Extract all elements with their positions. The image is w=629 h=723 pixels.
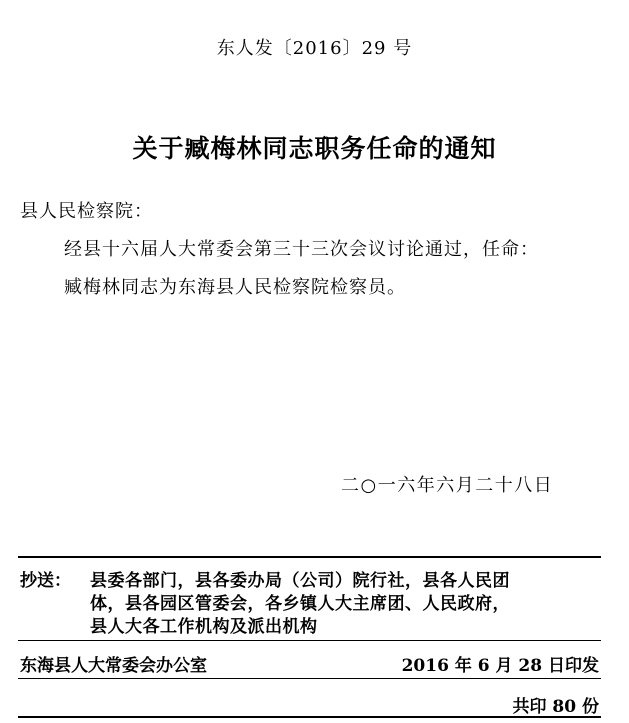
body-line-1: 经县十六届人大常委会第三十三次会议讨论通过，任命：	[64, 239, 539, 260]
cc-line-2: 体，县各园区管委会，各乡镇人大主席团、人民政府，	[90, 594, 510, 614]
issue-date: 二○一六年六月二十八日	[341, 475, 554, 496]
issuer: 东海县人大常委会办公室	[20, 656, 207, 676]
body-line-2: 臧梅林同志为东海县人民检察院检察员。	[64, 277, 406, 298]
divider-issuer	[18, 678, 601, 679]
divider-cc	[18, 640, 601, 641]
print-date: 2016 年 6 月 28 日印发	[401, 656, 599, 676]
divider-top	[18, 556, 601, 558]
copies-count: 共印 80 份	[512, 697, 599, 717]
addressee: 县人民检察院：	[20, 201, 153, 222]
cc-line-1: 县委各部门，县各委办局（公司）院行社，县各人民团	[90, 571, 510, 591]
cc-label: 抄送：	[20, 571, 71, 591]
document-title: 关于臧梅林同志职务任命的通知	[132, 134, 497, 163]
cc-line-3: 县人大各工作机构及派出机构	[90, 617, 318, 637]
document-number: 东人发〔2016〕29 号	[216, 38, 413, 59]
divider-bottom	[18, 716, 601, 718]
